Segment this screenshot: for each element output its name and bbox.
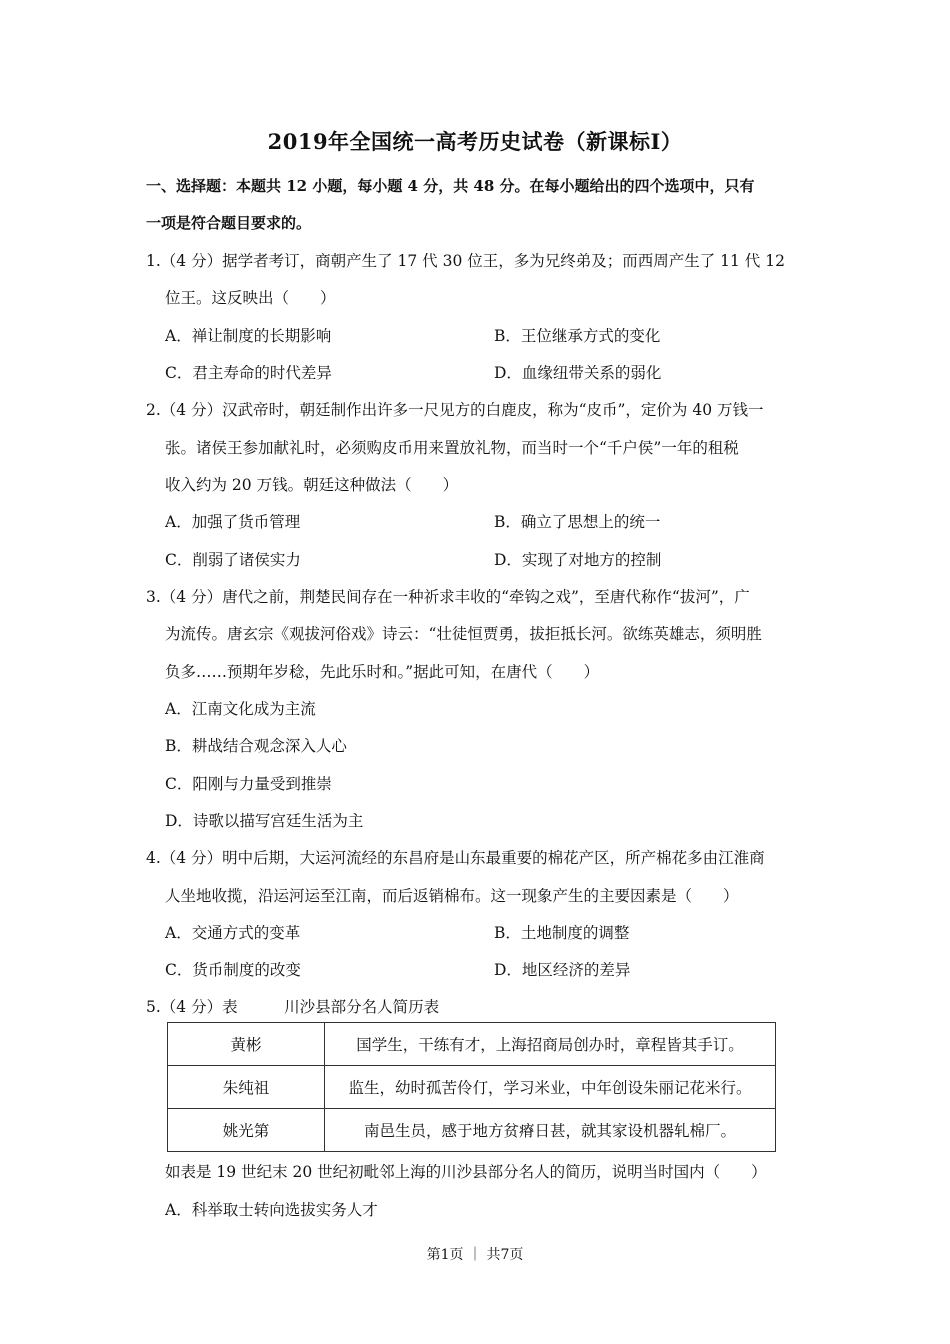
question-5-option-a: A．科举取士转向选拔实务人才 — [165, 1201, 378, 1219]
question-4-option-c: C．货币制度的改变 — [165, 961, 301, 979]
question-1-text-cont: 位王。这反映出（ ） — [165, 289, 336, 307]
page-footer: 第1页 ｜ 共7页 — [426, 1247, 524, 1263]
question-1-text: 1.（4 分）据学者考订，商朝产生了 17 代 30 位王，多为兄终弟及；而西周产生了 11 代 12 — [146, 252, 785, 270]
section-heading-cont: 一项是符合题目要求的。 — [146, 214, 312, 232]
question-4-option-a: A．交通方式的变革 — [165, 924, 301, 942]
question-3-text-cont: 负多……预期年岁稔，先此乐时和。”据此可知，在唐代（ ） — [165, 663, 600, 681]
section-heading: 一、选择题：本题共 12 小题，每小题 4 分，共 48 分。在每小题给出的四个选项中，只有 — [146, 177, 755, 195]
table-cell-bio: 监生，幼时孤苦伶仃，学习米业，中年创设朱丽记花米行。 — [325, 1066, 776, 1109]
question-3-option-a: A．江南文化成为主流 — [165, 700, 316, 718]
table-row — [168, 1066, 776, 1109]
question-2-option-d: D．实现了对地方的控制 — [494, 551, 662, 569]
question-4-text: 4.（4 分）明中后期，大运河流经的东昌府是山东最重要的棉花产区，所产棉花多由江淮商 — [146, 849, 765, 867]
question-1-option-a: A．禅让制度的长期影响 — [165, 327, 332, 345]
question-1-option-c: C．君主寿命的时代差异 — [165, 364, 332, 382]
question-4-option-b: B．土地制度的调整 — [494, 924, 630, 942]
table-cell-bio: 南邑生员，感于地方贫瘠日甚，就其家设机器轧棉厂。 — [325, 1109, 776, 1152]
page-title: 2019年全国统一高考历史试卷（新课标Ⅰ） — [267, 129, 683, 154]
biography-table — [167, 1022, 776, 1152]
question-3-option-d: D．诗歌以描写宫廷生活为主 — [165, 812, 364, 830]
question-3-text: 3.（4 分）唐代之前，荆楚民间存在一种祈求丰收的“牵钩之戏”，至唐代称作“拔河”，广 — [146, 588, 750, 606]
question-1-option-d: D．血缘纽带关系的弱化 — [494, 364, 662, 382]
question-2-option-c: C．削弱了诸侯实力 — [165, 551, 301, 569]
question-2-option-b: B．确立了思想上的统一 — [494, 513, 661, 531]
question-5-text: 5.（4 分）表 川沙县部分名人简历表 — [146, 998, 440, 1016]
question-3-option-c: C．阳刚与力量受到推崇 — [165, 775, 332, 793]
table-row — [168, 1109, 776, 1152]
question-2-option-a: A．加强了货币管理 — [165, 513, 301, 531]
question-3-option-b: B．耕战结合观念深入人心 — [165, 737, 347, 755]
question-2-text-cont: 张。诸侯王参加献礼时，必须购皮币用来置放礼物，而当时一个“千户侯”一年的租税 — [165, 439, 739, 457]
question-4-option-d: D．地区经济的差异 — [494, 961, 631, 979]
question-2-text: 2.（4 分）汉武帝时，朝廷制作出许多一尺见方的白鹿皮，称为“皮币”，定价为 40 万钱一 — [146, 401, 764, 419]
question-1-option-b: B．王位继承方式的变化 — [494, 327, 661, 345]
table-cell-name: 朱纯祖 — [168, 1066, 325, 1109]
table-cell-name: 姚光第 — [168, 1109, 325, 1152]
question-5-text-cont: 如表是 19 世纪末 20 世纪初毗邻上海的川沙县部分名人的简历，说明当时国内（ ） — [165, 1163, 767, 1181]
question-2-text-cont: 收入约为 20 万钱。朝廷这种做法（ ） — [165, 476, 459, 494]
question-4-text-cont: 人坐地收揽，沿运河运至江南，而后返销棉布。这一现象产生的主要因素是（ ） — [165, 887, 739, 905]
table-cell-bio: 国学生，干练有才，上海招商局创办时，章程皆其手订。 — [325, 1023, 776, 1066]
table-cell-name: 黄彬 — [168, 1023, 325, 1066]
question-3-text-cont: 为流传。唐玄宗《观拔河俗戏》诗云：“壮徒恒贾勇，拔拒抵长河。欲练英雄志，须明胜 — [165, 625, 762, 643]
table-row — [168, 1023, 776, 1066]
